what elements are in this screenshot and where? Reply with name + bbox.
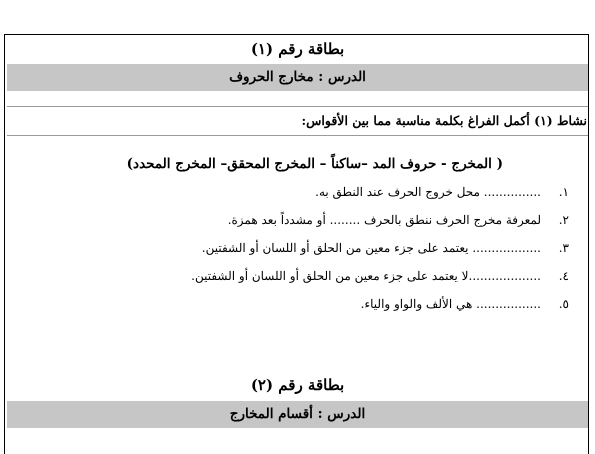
list-item (99, 185, 569, 213)
item-number: ٣. (558, 241, 569, 255)
list-item (99, 297, 569, 325)
card-2-lesson-bar: الدرس : أقسام المخارج (7, 401, 588, 428)
item-text: .................. يعتمد على جزء معين من الحلق أو اللسان أو الشفتين. (201, 241, 541, 255)
item-text: ................. هي الألف والواو والياء. (360, 297, 541, 311)
card-1-lesson-bar: الدرس : مخارج الحروف (7, 64, 588, 91)
activity-heading: نشاط (١) أكمل الفراغ بكلمة مناسبة مما بين الأقواس: (301, 113, 587, 128)
fill-in-list (99, 185, 569, 325)
item-text: ...................لا يعتمد على جزء معين من الحلق أو اللسان أو الشفتين. (191, 269, 541, 283)
item-number: ٢. (558, 213, 569, 227)
item-number: ٤. (558, 269, 569, 283)
list-item (99, 269, 569, 297)
activity-bottom-rule (7, 135, 588, 136)
card-2-title: بطاقة رقم (٢) (250, 376, 345, 394)
word-options: ( المخرج - حروف المد –ساكناً – المخرج المحقق– المخرج المحدد) (126, 156, 503, 172)
item-number: ٥. (558, 297, 569, 311)
activity-top-rule (7, 106, 588, 107)
list-item (99, 213, 569, 241)
item-text: لمعرفة مخرج الحرف ننطق بالحرف ........ أو مشدداً بعد همزة. (227, 213, 541, 227)
item-number: ١. (558, 185, 569, 199)
item-text: ............... محل خروج الحرف عند النطق به. (315, 185, 541, 199)
card-1-title: بطاقة رقم (١) (250, 40, 345, 58)
list-item (99, 241, 569, 269)
